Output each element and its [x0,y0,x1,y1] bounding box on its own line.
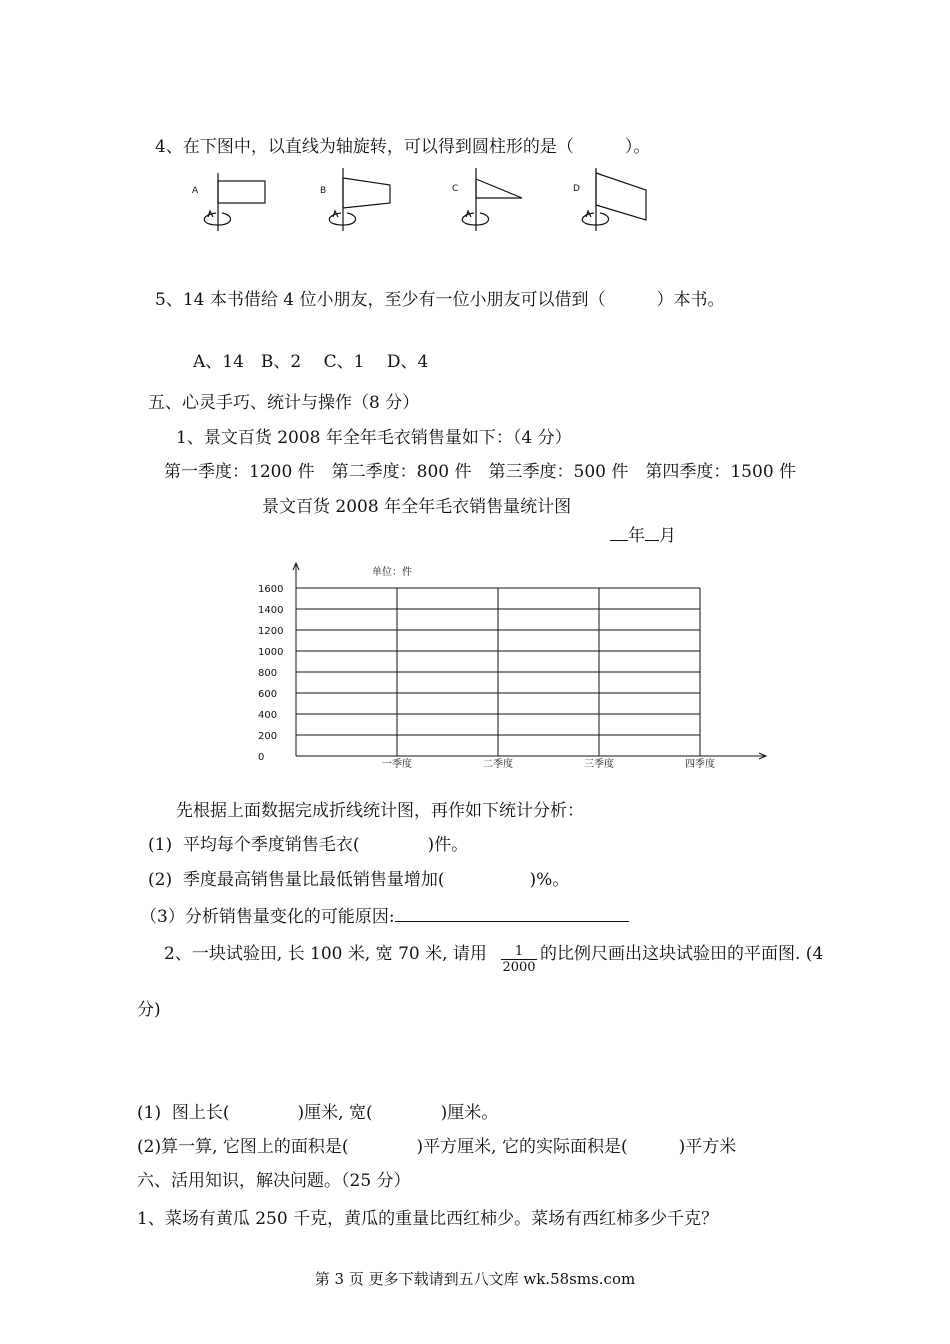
section6-title: 六、活用知识，解决问题。（25 分） [137,1171,411,1191]
analysis-q2: (2) 季度最高销售量比最低销售量增加( )%。 [148,870,570,890]
q4-figures [180,165,680,240]
chart-x-categories [382,757,715,770]
figure-d [573,168,646,231]
date-month-label: 月 [659,526,676,546]
chart-grid [293,563,766,759]
y-tick-label: 1400 [258,605,284,616]
y-tick-label: 1600 [258,584,284,595]
q5-text: 5、14 本书借给 4 位小朋友，至少有一位小朋友可以借到（ ）本书。 [155,290,725,310]
answer-b1: (1) 图上长( )厘米, 宽( )厘米。 [137,1103,499,1123]
chart-unit-label: 单位：件 [372,567,412,578]
q5-choices: A、14 B、2 C、1 D、4 [193,352,429,372]
figure-b [320,168,390,231]
analysis-q1: (1) 平均每个季度销售毛衣( )件。 [148,835,469,855]
x-category-label: 一季度 [382,759,412,770]
answer-line [395,903,629,922]
y-tick-label: 600 [258,689,278,700]
y-tick-label: 1200 [258,626,284,637]
answer-b2: (2)算一算, 它图上的面积是( )平方厘米, 它的实际面积是( )平方米 [137,1137,737,1157]
figure-b-label: B [320,186,327,196]
y-tick-label: 400 [258,710,278,721]
chart-y-ticks [258,584,283,763]
chart-date [610,525,676,547]
figure-a [192,173,265,231]
instructions: 先根据上面数据完成折线统计图，再作如下统计分析： [176,801,584,821]
y-tick-label: 200 [258,731,278,742]
analysis-q3-label: （3）分析销售量变化的可能原因: [140,907,395,927]
section5-p1: 1、景文百货 2008 年全年毛衣销售量如下：（4 分） [176,428,572,448]
sales-chart [240,558,780,778]
section5-p2-post: 的比例尺画出这块试验田的平面图. (4 [540,944,824,964]
x-category-label: 三季度 [584,759,614,770]
scale-fraction [501,944,537,975]
section5-p2-pre: 2、一块试验田, 长 100 米, 宽 70 米, 请用 [164,944,487,964]
section6-q1: 1、菜场有黄瓜 250 千克，黄瓜的重量比西红柿少。菜场有西红柿多少千克？ [137,1209,719,1229]
analysis-q3 [140,903,629,928]
x-category-label: 二季度 [483,759,513,770]
y-tick-label: 800 [258,668,278,679]
fraction-denominator: 2000 [502,960,536,975]
figure-c [452,168,522,231]
figure-a-label: A [192,186,199,196]
section5-title: 五、心灵手巧、统计与操作（8 分） [148,393,420,413]
date-year-label: 年 [628,526,645,546]
y-tick-label: 0 [258,752,265,763]
section5-p2-cont: 分) [137,1000,161,1020]
figure-c-label: C [452,184,459,194]
section5-data-line: 第一季度：1200 件 第二季度：800 件 第三季度：500 件 第四季度：1500 件 [164,462,797,482]
x-category-label: 四季度 [685,759,715,770]
q4-text: 4、在下图中，以直线为轴旋转，可以得到圆柱形的是（ ）。 [155,137,651,157]
fraction-numerator: 1 [501,944,537,960]
chart-title: 景文百货 2008 年全年毛衣销售量统计图 [262,497,572,517]
page-footer: 第 3 页 更多下载请到五八文库 wk.58sms.com [314,1270,636,1288]
y-tick-label: 1000 [258,647,284,658]
figure-d-label: D [573,184,580,194]
